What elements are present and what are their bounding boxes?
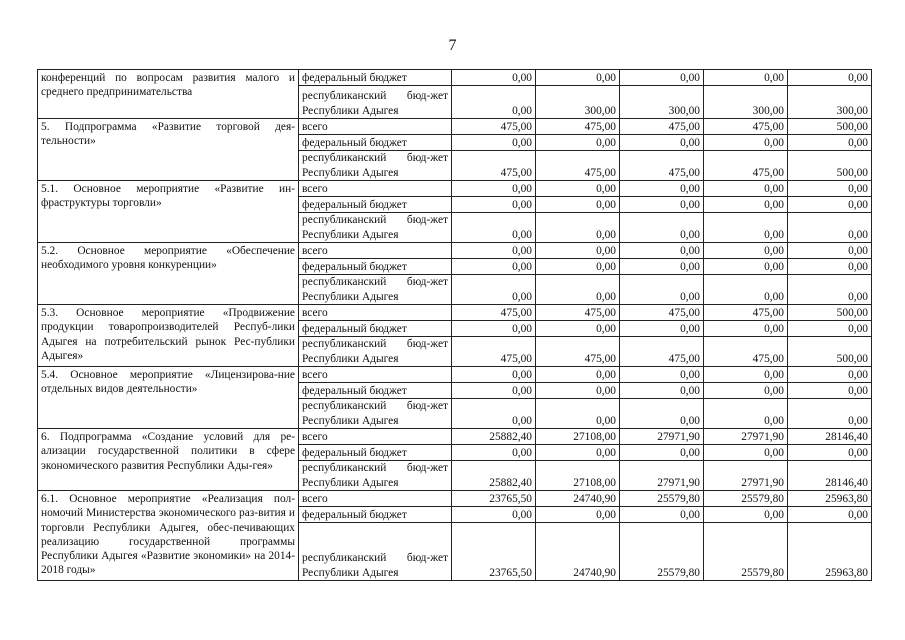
amount-cell: 0,00 — [620, 383, 704, 399]
amount-cell: 300,00 — [788, 86, 872, 119]
amount-cell: 0,00 — [452, 243, 536, 259]
amount-cell: 0,00 — [452, 259, 536, 275]
amount-cell: 0,00 — [536, 70, 620, 86]
amount-cell: 24740,90 — [536, 523, 620, 581]
amount-cell: 300,00 — [536, 86, 620, 119]
amount-cell: 24740,90 — [536, 491, 620, 507]
amount-cell: 0,00 — [704, 213, 788, 243]
funding-source-cell: федеральный бюджет — [299, 197, 452, 213]
table-row — [38, 367, 872, 383]
amount-cell: 475,00 — [620, 119, 704, 135]
amount-cell: 0,00 — [452, 399, 536, 429]
amount-cell: 0,00 — [620, 445, 704, 461]
amount-cell: 25963,80 — [788, 491, 872, 507]
funding-source-cell: республиканский бюд-жет Республики Адыгея — [299, 86, 452, 119]
amount-cell: 0,00 — [452, 213, 536, 243]
funding-source-cell: федеральный бюджет — [299, 445, 452, 461]
funding-source-cell: федеральный бюджет — [299, 259, 452, 275]
amount-cell: 475,00 — [704, 305, 788, 321]
funding-source-cell: всего — [299, 491, 452, 507]
amount-cell: 0,00 — [620, 321, 704, 337]
amount-cell: 0,00 — [788, 445, 872, 461]
funding-source-cell: федеральный бюджет — [299, 383, 452, 399]
amount-cell: 0,00 — [452, 197, 536, 213]
amount-cell: 500,00 — [788, 151, 872, 181]
amount-cell: 0,00 — [788, 181, 872, 197]
amount-cell: 0,00 — [536, 259, 620, 275]
funding-source-cell: федеральный бюджет — [299, 321, 452, 337]
funding-source-cell: республиканский бюд-жет Республики Адыгея — [299, 213, 452, 243]
amount-cell: 0,00 — [704, 243, 788, 259]
program-name-cell: 6. Подпрограмма «Создание условий для ре-ализации государственной политики в сфере экономического развития Республики Ады-гея» — [38, 429, 299, 491]
table-row — [38, 70, 872, 86]
amount-cell: 0,00 — [620, 181, 704, 197]
amount-cell: 25882,40 — [452, 461, 536, 491]
amount-cell: 28146,40 — [788, 429, 872, 445]
funding-source-cell: республиканский бюд-жет Республики Адыгея — [299, 399, 452, 429]
program-name-cell: 6.1. Основное мероприятие «Реализация пол-номочий Министерства экономического раз-вития и торговли Республики Адыгея, обес-печивающих реализацию государственной программы Республики Адыгея «Развитие экономики» на 2014-2018 годы» — [38, 491, 299, 581]
amount-cell: 0,00 — [620, 135, 704, 151]
amount-cell: 0,00 — [620, 275, 704, 305]
amount-cell: 0,00 — [536, 135, 620, 151]
funding-source-cell: федеральный бюджет — [299, 507, 452, 523]
amount-cell: 0,00 — [704, 135, 788, 151]
funding-source-cell: всего — [299, 305, 452, 321]
amount-cell: 0,00 — [704, 197, 788, 213]
page-number: 7 — [448, 37, 457, 54]
amount-cell: 475,00 — [452, 119, 536, 135]
amount-cell: 0,00 — [788, 213, 872, 243]
amount-cell: 0,00 — [788, 507, 872, 523]
amount-cell: 475,00 — [704, 151, 788, 181]
amount-cell: 0,00 — [788, 243, 872, 259]
amount-cell: 0,00 — [788, 321, 872, 337]
amount-cell: 0,00 — [452, 445, 536, 461]
amount-cell: 0,00 — [704, 399, 788, 429]
amount-cell: 500,00 — [788, 305, 872, 321]
funding-source-cell: всего — [299, 429, 452, 445]
amount-cell: 0,00 — [620, 507, 704, 523]
amount-cell: 0,00 — [452, 275, 536, 305]
program-name-cell: 5.1. Основное мероприятие «Развитие ин-фраструктуры торговли» — [38, 181, 299, 243]
funding-source-cell: республиканский бюд-жет Республики Адыгея — [299, 275, 452, 305]
amount-cell: 0,00 — [452, 86, 536, 119]
amount-cell: 0,00 — [788, 399, 872, 429]
amount-cell: 0,00 — [536, 213, 620, 243]
amount-cell: 0,00 — [704, 367, 788, 383]
amount-cell: 0,00 — [536, 399, 620, 429]
amount-cell: 0,00 — [704, 321, 788, 337]
amount-cell: 0,00 — [536, 367, 620, 383]
amount-cell: 28146,40 — [788, 461, 872, 491]
amount-cell: 0,00 — [704, 70, 788, 86]
amount-cell: 27971,90 — [620, 429, 704, 445]
funding-source-cell: всего — [299, 367, 452, 383]
amount-cell: 475,00 — [620, 337, 704, 367]
amount-cell: 0,00 — [452, 181, 536, 197]
amount-cell: 475,00 — [704, 119, 788, 135]
amount-cell: 0,00 — [536, 445, 620, 461]
program-name-cell: 5.3. Основное мероприятие «Продвижение продукции товаропроизводителей Респуб-лики Адыгея на потребительский рынок Рес-публики Адыгея» — [38, 305, 299, 367]
program-name-cell: 5.4. Основное мероприятие «Лицензирова-ние отдельных видов деятельности» — [38, 367, 299, 429]
amount-cell: 0,00 — [536, 321, 620, 337]
amount-cell: 0,00 — [704, 507, 788, 523]
funding-source-cell: республиканский бюд-жет Республики Адыгея — [299, 151, 452, 181]
amount-cell: 0,00 — [452, 70, 536, 86]
amount-cell: 0,00 — [452, 383, 536, 399]
amount-cell: 0,00 — [536, 383, 620, 399]
amount-cell: 0,00 — [620, 399, 704, 429]
amount-cell: 0,00 — [452, 367, 536, 383]
amount-cell: 475,00 — [536, 337, 620, 367]
table-row — [38, 429, 872, 445]
amount-cell: 0,00 — [452, 135, 536, 151]
amount-cell: 25882,40 — [452, 429, 536, 445]
funding-source-cell: всего — [299, 181, 452, 197]
amount-cell: 0,00 — [704, 181, 788, 197]
program-name-cell: 5.2. Основное мероприятие «Обеспечение необходимого уровня конкуренции» — [38, 243, 299, 305]
amount-cell: 475,00 — [452, 151, 536, 181]
budget-table — [37, 69, 872, 581]
amount-cell: 475,00 — [452, 337, 536, 367]
funding-source-cell: республиканский бюд-жет Республики Адыгея — [299, 461, 452, 491]
funding-source-cell: федеральный бюджет — [299, 70, 452, 86]
amount-cell: 500,00 — [788, 337, 872, 367]
amount-cell: 475,00 — [620, 151, 704, 181]
table-row — [38, 181, 872, 197]
amount-cell: 0,00 — [452, 507, 536, 523]
amount-cell: 25963,80 — [788, 523, 872, 581]
table-row — [38, 243, 872, 259]
amount-cell: 300,00 — [704, 86, 788, 119]
amount-cell: 25579,80 — [620, 523, 704, 581]
amount-cell: 25579,80 — [704, 523, 788, 581]
amount-cell: 0,00 — [788, 383, 872, 399]
amount-cell: 0,00 — [536, 507, 620, 523]
amount-cell: 500,00 — [788, 119, 872, 135]
amount-cell: 27971,90 — [704, 429, 788, 445]
amount-cell: 475,00 — [620, 305, 704, 321]
amount-cell: 27108,00 — [536, 429, 620, 445]
table-body — [38, 70, 872, 581]
amount-cell: 0,00 — [536, 181, 620, 197]
amount-cell: 475,00 — [704, 337, 788, 367]
amount-cell: 0,00 — [536, 243, 620, 259]
amount-cell: 0,00 — [704, 259, 788, 275]
amount-cell: 300,00 — [620, 86, 704, 119]
amount-cell: 475,00 — [536, 305, 620, 321]
amount-cell: 0,00 — [788, 135, 872, 151]
amount-cell: 0,00 — [788, 259, 872, 275]
amount-cell: 0,00 — [704, 383, 788, 399]
amount-cell: 27108,00 — [536, 461, 620, 491]
amount-cell: 475,00 — [452, 305, 536, 321]
funding-source-cell: федеральный бюджет — [299, 135, 452, 151]
amount-cell: 0,00 — [452, 321, 536, 337]
funding-source-cell: республиканский бюд-жет Республики Адыгея — [299, 337, 452, 367]
table-row — [38, 305, 872, 321]
amount-cell: 25579,80 — [704, 491, 788, 507]
amount-cell: 0,00 — [536, 197, 620, 213]
table-row — [38, 119, 872, 135]
amount-cell: 0,00 — [620, 213, 704, 243]
amount-cell: 0,00 — [788, 275, 872, 305]
amount-cell: 475,00 — [536, 151, 620, 181]
funding-source-cell: республиканский бюд-жет Республики Адыгея — [299, 523, 452, 581]
amount-cell: 0,00 — [620, 243, 704, 259]
funding-source-cell: всего — [299, 243, 452, 259]
amount-cell: 23765,50 — [452, 491, 536, 507]
amount-cell: 0,00 — [788, 367, 872, 383]
funding-source-cell: всего — [299, 119, 452, 135]
amount-cell: 475,00 — [536, 119, 620, 135]
program-name-cell: конференций по вопросам развития малого и среднего предпринимательства — [38, 70, 299, 119]
program-name-cell: 5. Подпрограмма «Развитие торговой дея-тельности» — [38, 119, 299, 181]
table-row — [38, 491, 872, 507]
amount-cell: 27971,90 — [704, 461, 788, 491]
amount-cell: 23765,50 — [452, 523, 536, 581]
amount-cell: 0,00 — [536, 275, 620, 305]
amount-cell: 0,00 — [620, 259, 704, 275]
amount-cell: 0,00 — [620, 197, 704, 213]
amount-cell: 0,00 — [704, 275, 788, 305]
amount-cell: 27971,90 — [620, 461, 704, 491]
amount-cell: 0,00 — [788, 197, 872, 213]
amount-cell: 0,00 — [620, 367, 704, 383]
amount-cell: 0,00 — [704, 445, 788, 461]
amount-cell: 25579,80 — [620, 491, 704, 507]
amount-cell: 0,00 — [788, 70, 872, 86]
amount-cell: 0,00 — [620, 70, 704, 86]
